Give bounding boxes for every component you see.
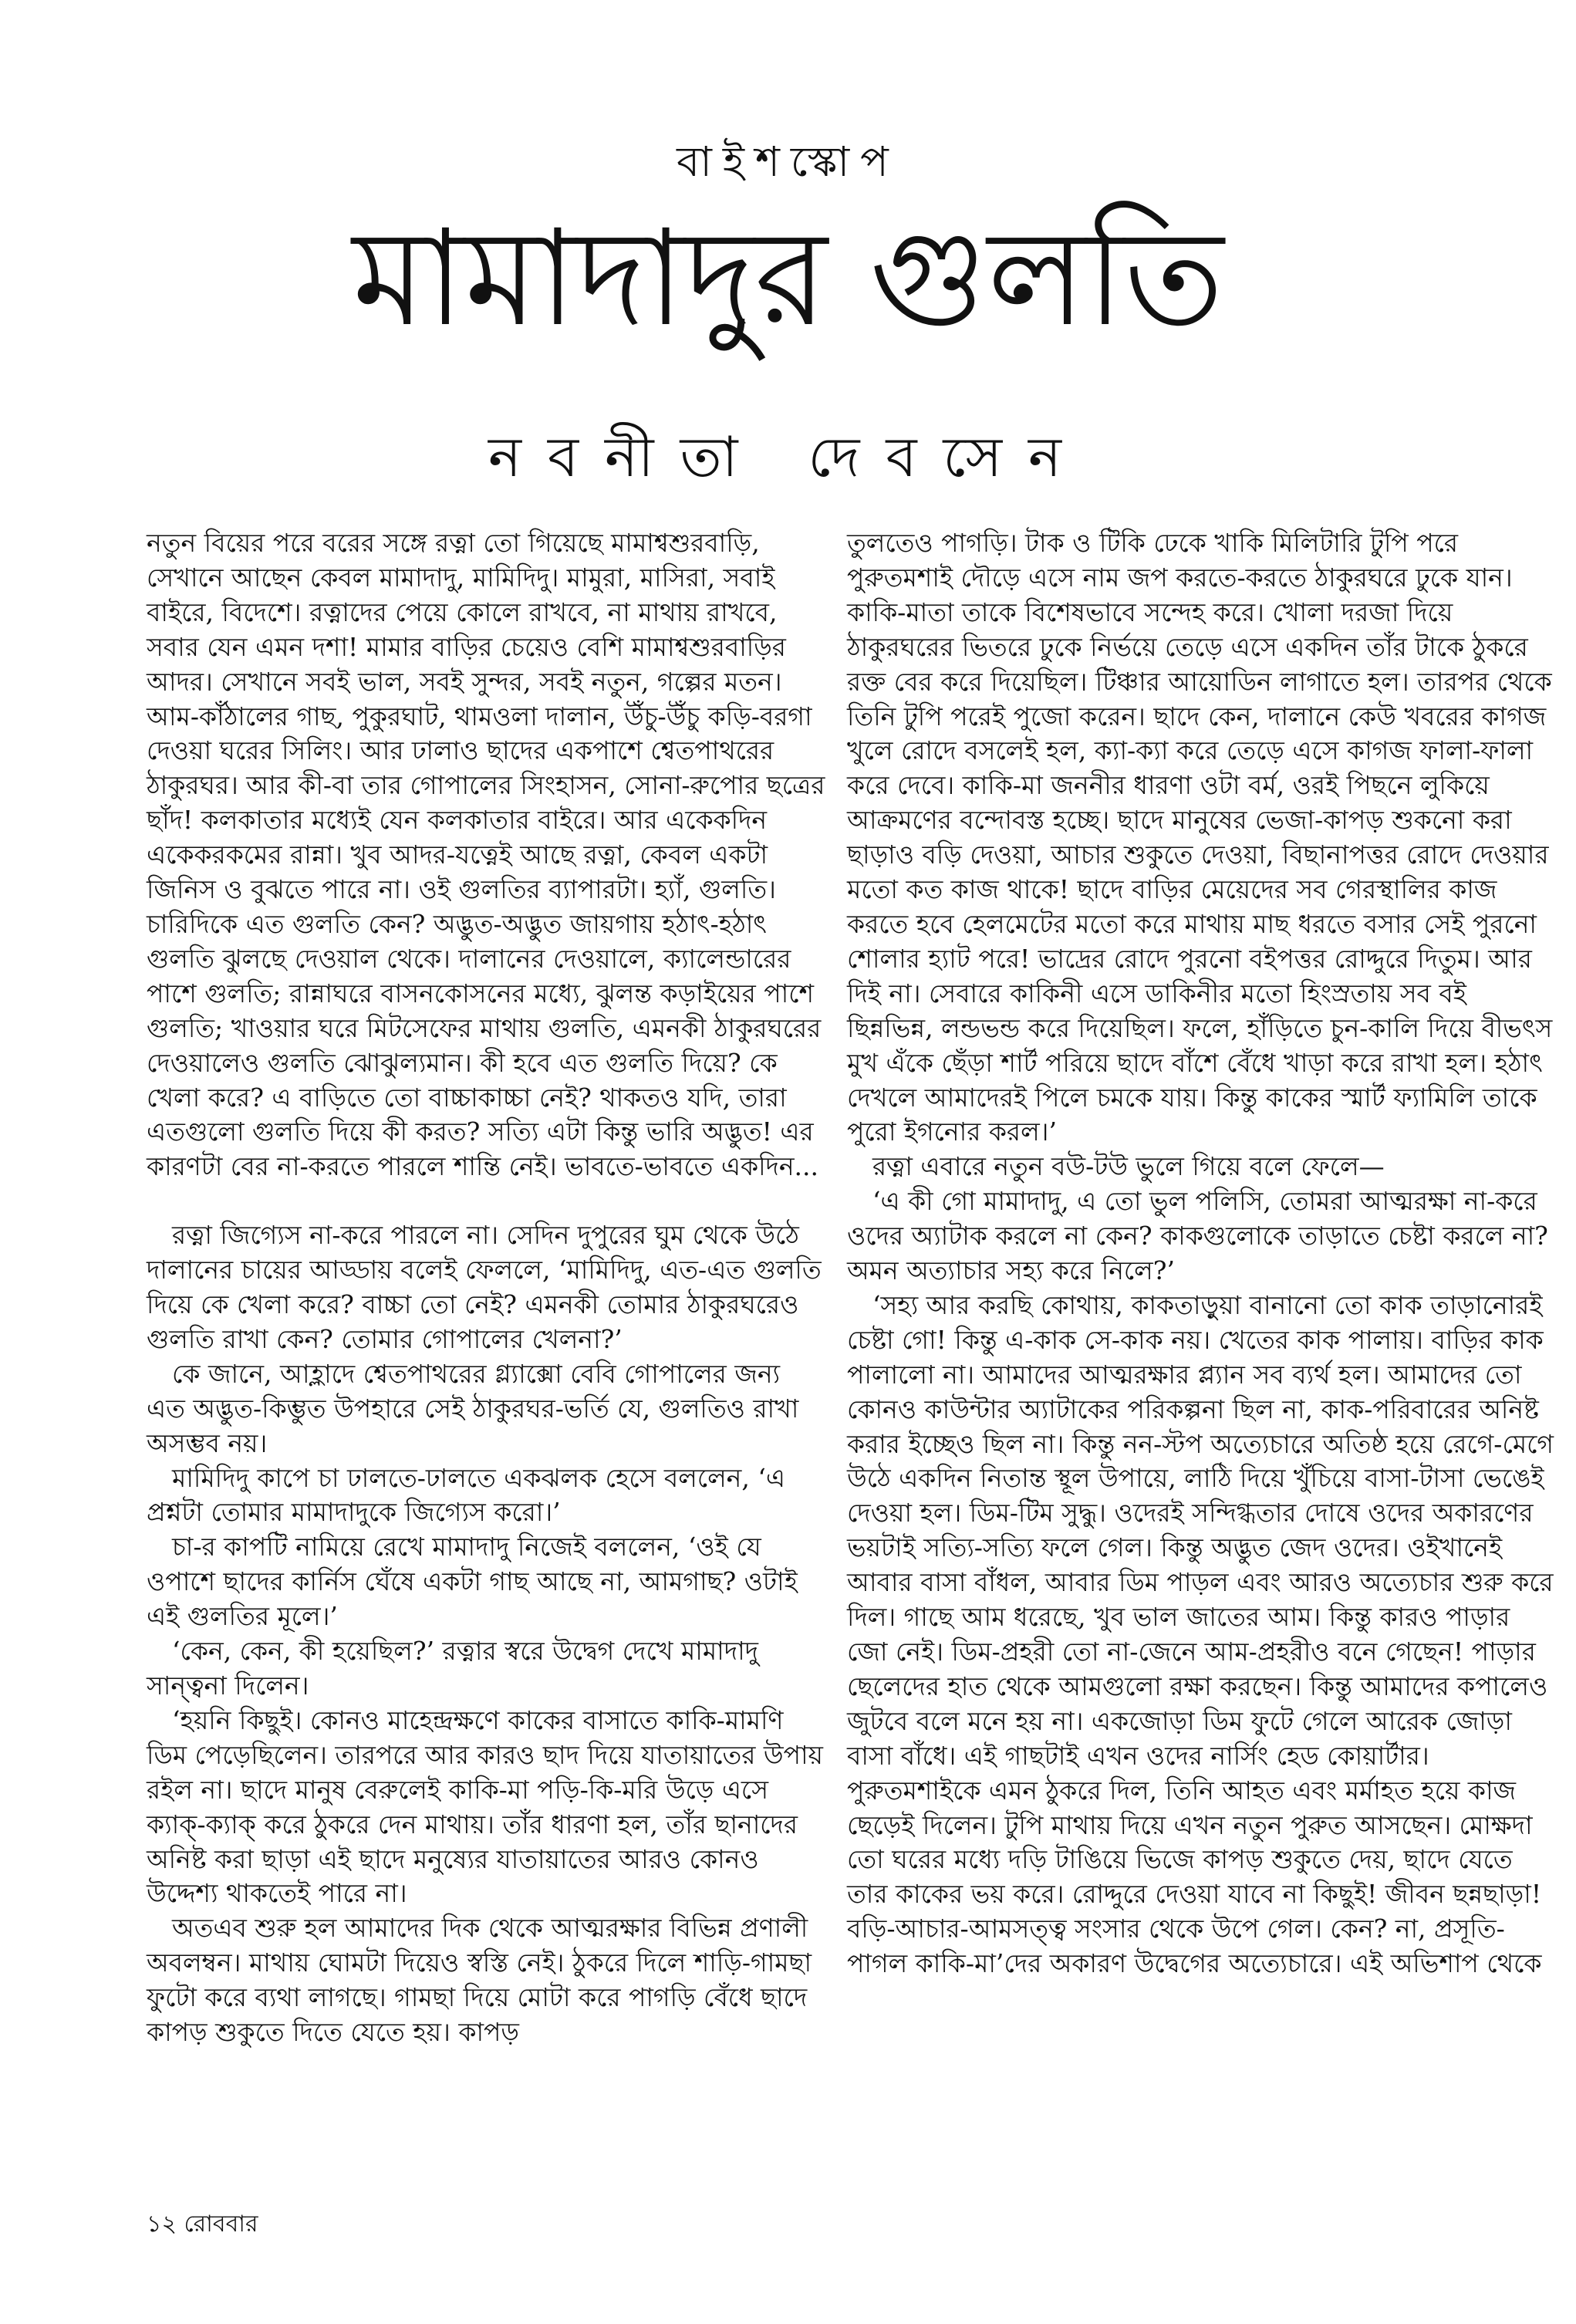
- paragraph: ‘হয়নি কিছুই। কোনও মাহেন্দ্রক্ষণে কাকের বাসাতে কাকি-মামণি ডিম পেড়েছিলেন। তারপরে আর কারও ছাদ দিয়ে যাতায়াতের উপায় রইল না। ছাদে মানুষ বেরুলেই কাকি-মা পড়ি-কি-মরি উড়ে এসে ক্যাক্-ক্যাক্ করে ঠুকরে দেন মাথায়। তাঁর ধারণা হল, তাঁর ছানাদের অনিষ্ট করা ছাড়া এই ছাদে মনুষ্যের যাতায়াতের আরও কোনও উদ্দেশ্য থাকতেই পারে না।: [147, 1704, 823, 1909]
- left-column: [147, 526, 825, 2050]
- author-byline: নবনীতা দেবসেন: [488, 424, 1088, 489]
- paragraph: রত্না জিগ্যেস না-করে পারলে না। সেদিন দুপুরের ঘুম থেকে উঠে দালানের চায়ের আড্ডায় বলেই ফেললে, ‘মামিদিদু, এত-এত গুলতি দিয়ে কে খেলা করে? বাচ্চা তো নেই? এমনকী তোমার ঠাকুরঘরেও গুলতি রাখা কেন? তোমার গোপালের খেলনা?’: [147, 1220, 822, 1354]
- paragraph: চা-র কাপটি নামিয়ে রেখে মামাদাদু নিজেই বললেন, ‘ওই যে ওপাশে ছাদের কার্নিস ঘেঁষে একটা গাছ আছে না, আমগাছ? ওটাই এই গুলতির মূলে।’: [147, 1532, 798, 1632]
- paragraph: কে জানে, আহ্লাদে শ্বেতপাথরের গ্ল্যাক্সো বেবি গোপালের জন্য এত অদ্ভুত-কিম্ভুত উপহারে সেই ঠাকুরঘর-ভর্তি যে, গুলতিও রাখা অসম্ভব নয়।: [147, 1358, 799, 1458]
- paragraph: অতএব শুরু হল আমাদের দিক থেকে আত্মরক্ষার বিভিন্ন প্রণালী অবলম্বন। মাথায় ঘোমটা দিয়েও স্বস্তি নেই। ঠুকরে দিলে শাড়ি-গামছা ফুটো করে ব্যথা লাগছে। গামছা দিয়ে মোটা করে পাগড়ি বেঁধে ছাদে কাপড় শুকুতে দিতে যেতে হয়। কাপড়: [147, 1913, 812, 2048]
- paragraph: নতুন বিয়ের পরে বরের সঙ্গে রত্না তো গিয়েছে মামাশ্বশুরবাড়ি, সেখানে আছেন কেবল মামাদাদু, মামিদিদু। মামুরা, মাসিরা, সবাই বাইরে, বিদেশে। রত্নাদের পেয়ে কোলে রাখবে, না মাথায় রাখবে, সবার যেন এমন দশা! মামার বাড়ির চেয়েও বেশি মামাশ্বশুরবাড়ির আদর। সেখানে সবই ভাল, সবই সুন্দর, সবই নতুন, গল্পের মতন। আম-কাঁঠালের গাছ, পুকুরঘাট, থামওলা দালান, উঁচু-উঁচু কড়ি-বরগা দেওয়া ঘরের সিলিং। আর ঢালাও ছাদের একপাশে শ্বেতপাথরের ঠাকুরঘর। আর কী-বা তার গোপালের সিংহাসন, সোনা-রুপোর ছত্রের ছাঁদ! কলকাতার মধ্যেই যেন কলকাতার বাইরে। আর একেকদিন একেকরকমের রান্না। খুব আদর-যত্নেই আছে রত্না, কেবল একটা জিনিস ও বুঝতে পারে না। ওই গুলতির ব্যাপারটা। হ্যাঁ, গুলতি। চারিদিকে এত গুলতি কেন? অদ্ভুত-অদ্ভুত জায়গায় হঠাৎ-হঠাৎ গুলতি ঝুলছে দেওয়াল থেকে। দালানের দেওয়ালে, ক্যালেন্ডারের পাশে গুলতি; রান্নাঘরে বাসনকোসনের মধ্যে, ঝুলন্ত কড়াইয়ের পাশে গুলতি; খাওয়ার ঘরে মিটসেফের মাথায় গুলতি, এমনকী ঠাকুরঘরের দেওয়ালেও গুলতি ঝোঝুল্যমান। কী হবে এত গুলতি দিয়ে? কে খেলা করে? এ বাড়িতে তো বাচ্চাকাচ্চা নেই? থাকতও যদি, তারা এতগুলো গুলতি দিয়ে কী করত? সত্যি এটা কিন্তু ভারি অদ্ভুত! এর কারণটা বের না-করতে পারলে শান্তি নেই। ভাবতে-ভাবতে একদিন...: [147, 528, 825, 1182]
- right-column: [847, 526, 1557, 1981]
- section-kicker: বাইশস্কোপ: [677, 137, 899, 186]
- paragraph: মামিদিদু কাপে চা ঢালতে-ঢালতে একঝলক হেসে বললেন, ‘এ প্রশ্নটা তোমার মামাদাদুকে জিগ্যেস করো।’: [147, 1462, 785, 1528]
- paragraph: ‘কেন, কেন, কী হয়েছিল?’ রত্নার স্বরে উদ্বেগ দেখে মামাদাদু সান্ত্বনা দিলেন।: [147, 1636, 758, 1701]
- article-title: মামাদাদুর গুলতি: [352, 201, 1224, 356]
- paragraph: রত্না এবারে নতুন বউ-টউ ভুলে গিয়ে বলে ফেলে—: [872, 1151, 1385, 1182]
- paragraph: ‘এ কী গো মামাদাদু, এ তো ভুল পলিসি, তোমরা আত্মরক্ষা না-করে ওদের অ্যাটাক করলে না কেন? কাকগুলোকে তাড়াতে চেষ্টা করলে না? অমন অত্যাচার সহ্য করে নিলে?’: [847, 1186, 1548, 1286]
- page-folio: ১২ রোববার: [147, 2211, 258, 2238]
- paragraph: ‘সহ্য আর করছি কোথায়, কাকতাড়ুয়া বানানো তো কাক তাড়ানোরই চেষ্টা গো! কিন্তু এ-কাক সে-কাক নয়। খেতের কাক পালায়। বাড়ির কাক পালালো না। আমাদের আত্মরক্ষার প্ল্যান সব ব্যর্থ হল। আমাদের তো কোনও কাউন্টার অ্যাটাকের পরিকল্পনা ছিল না, কাক-পরিবারের অনিষ্ট করার ইচ্ছেও ছিল না। কিন্তু নন-স্টপ অত্যেচারে অতিষ্ঠ হয়ে রেগে-মেগে উঠে একদিন নিতান্ত স্থূল উপায়ে, লাঠি দিয়ে খুঁচিয়ে বাসা-টাসা ভেঙেই দেওয়া হল। ডিম-টিম সুদ্ধু। ওদেরই সন্দিগ্ধতার দোষে ওদের অকারণের ভয়টাই সত্যি-সত্যি ফলে গেল। কিন্তু অদ্ভুত জেদ ওদের। ওইখানেই আবার বাসা বাঁধল, আবার ডিম পাড়ল এবং আরও অত্যেচার শুরু করে দিল। গাছে আম ধরেছে, খুব ভাল জাতের আম। কিন্তু কারও পাড়ার জো নেই। ডিম-প্রহরী তো না-জেনে আম-প্রহরীও বনে গেছেন! পাড়ার ছেলেদের হাত থেকে আমগুলো রক্ষা করছেন। কিন্তু আমাদের কপালেও জুটবে বলে মনে হয় না। একজোড়া ডিম ফুটে গেলে আরেক জোড়া বাসা বাঁধে। এই গাছটাই এখন ওদের নার্সিং হেড কোয়ার্টার। পুরুতমশাইকে এমন ঠুকরে দিল, তিনি আহত এবং মর্মাহত হয়ে কাজ ছেড়েই দিলেন। টুপি মাথায় দিয়ে এখন নতুন পুরুত আসছেন। মোক্ষদা তো ঘরের মধ্যে দড়ি টাঙিয়ে ভিজে কাপড় শুকুতে দেয়, ছাদে যেতে তার কাকের ভয় করে। রোদ্দুরে দেওয়া যাবে না কিছুই! জীবন ছন্নছাড়া! বড়ি-আচার-আমসত্ত্ব সংসার থেকে উপে গেল। কেন? না, প্রসূতি-পাগল কাকি-মা’দের অকারণ উদ্বেগের অত্যেচারে। এই অভিশাপ থেকে: [847, 1289, 1554, 1979]
- paragraph: তুলতেও পাগড়ি। টাক ও টিকি ঢেকে খাকি মিলিটারি টুপি পরে পুরুতমশাই দৌড়ে এসে নাম জপ করতে-করতে ঠাকুরঘরে ঢুকে যান। কাকি-মাতা তাকে বিশেষভাবে সন্দেহ করে। খোলা দরজা দিয়ে ঠাকুরঘরের ভিতরে ঢুকে নির্ভয়ে তেড়ে এসে একদিন তাঁর টাকে ঠুকরে রক্ত বের করে দিয়েছিল। টিঞ্চার আয়োডিন লাগাতে হল। তারপর থেকে তিনি টুপি পরেই পুজো করেন। ছাদে কেন, দালানে কেউ খবরের কাগজ খুলে রোদে বসলেই হল, ক্যা-ক্যা করে তেড়ে এসে কাগজ ফালা-ফালা করে দেবে। কাকি-মা জননীর ধারণা ওটা বর্ম, ওরই পিছনে লুকিয়ে আক্রমণের বন্দোবস্ত হচ্ছে। ছাদে মানুষের ভেজা-কাপড় শুকনো করা ছাড়াও বড়ি দেওয়া, আচার শুকুতে দেওয়া, বিছানাপত্তর রোদে দেওয়ার মতো কত কাজ থাকে! ছাদে বাড়ির মেয়েদের সব গেরস্থালির কাজ করতে হবে হেলমেটের মতো করে মাথায় মাছ ধরতে বসার সেই পুরনো শোলার হ্যাট পরে! ভাদ্রের রোদে পুরনো বইপত্তর রোদ্দুরে দিতুম। আর দিই না। সেবারে কাকিনী এসে ডাকিনীর মতো হিংস্রতায় সব বই ছিন্নভিন্ন, লন্ডভন্ড করে দিয়েছিল। ফলে, হাঁড়িতে চুন-কালি দিয়ে বীভৎস মুখ এঁকে ছেঁড়া শার্ট পরিয়ে ছাদে বাঁশে বেঁধে খাড়া করে রাখা হল। হঠাৎ দেখলে আমাদেরই পিলে চমকে যায়। কিন্তু কাকের স্মার্ট ফ্যামিলি তাকে পুরো ইগনোর করল।’: [847, 528, 1553, 1147]
